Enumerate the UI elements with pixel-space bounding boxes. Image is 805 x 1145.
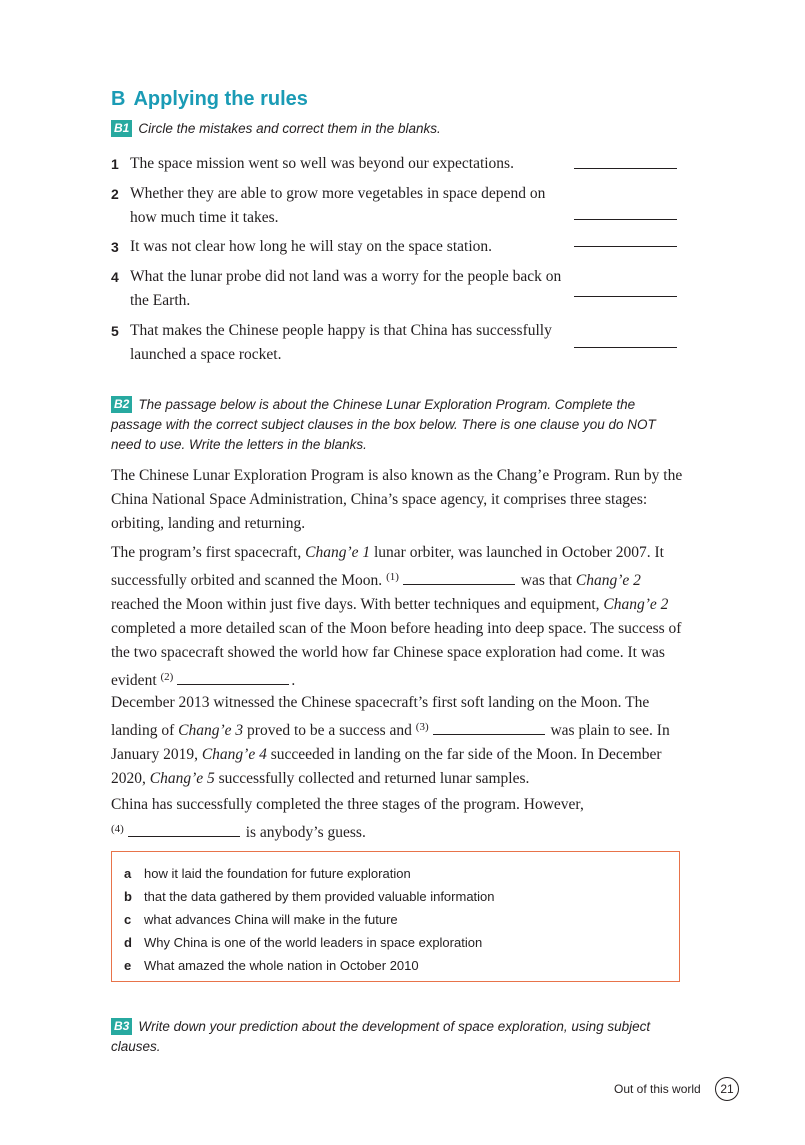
spacecraft-name: Chang’e 2 — [603, 596, 669, 613]
item-number: 5 — [111, 323, 119, 339]
clause-options-box — [111, 851, 680, 982]
text-run: proved to be a success and — [247, 722, 412, 739]
option-b — [124, 885, 679, 908]
text-run: December 2013 witnessed the Chinese spacecraft’s first soft landing on the Moon. The landing of — [111, 694, 650, 739]
blank-marker-1: (1) — [386, 571, 399, 583]
option-letter: a — [124, 866, 132, 881]
text-run: China has successfully completed the three stages of the program. However, — [111, 796, 584, 813]
option-text: that the data gathered by them provided valuable information — [144, 889, 495, 904]
item-text: Whether they are able to grow more vegetables in space depend on how much time it takes. — [130, 185, 546, 226]
option-a — [124, 862, 679, 885]
spacecraft-name: Chang’e 2 — [575, 572, 641, 589]
b3-instruction-text: Write down your prediction about the development of space exploration, using subject clauses. — [111, 1019, 651, 1054]
b2-instruction — [111, 395, 681, 455]
footer-chapter: Out of this world — [614, 1082, 701, 1096]
text-run: . — [291, 672, 296, 689]
option-c — [124, 908, 679, 931]
section-title — [111, 88, 308, 111]
b2-instruction-text: The passage below is about the Chinese Lunar Exploration Program. Complete the passage with the correct subject clauses in the box below. There is one clause you do NOT need to use. Write the letters in the blanks. — [111, 397, 656, 452]
option-letter: c — [124, 912, 132, 927]
text-run: successfully collected and returned lunar samples. — [218, 770, 530, 787]
item-text: It was not clear how long he will stay on the space station. — [130, 238, 493, 255]
passage-blank-4[interactable] — [128, 822, 240, 837]
text-run: lunar orbiter, was launched in October 2007. It successfully orbited and scanned the Moon. — [111, 544, 664, 589]
text-run: succeeded in landing on the far side of the Moon. In December 2020, — [111, 746, 662, 787]
b1-item-5 — [111, 319, 571, 367]
b1-instruction-text: Circle the mistakes and correct them in the blanks. — [138, 121, 441, 136]
text-run: reached the Moon within just five days. With better techniques and equipment, — [111, 596, 600, 613]
text-run: was that — [520, 572, 572, 589]
item-text: What the lunar probe did not land was a worry for the people back on the Earth. — [130, 268, 562, 309]
option-letter: b — [124, 889, 132, 904]
passage-paragraph-1: The Chinese Lunar Exploration Program is also known as the Chang’e Program. Run by the China National Space Administration, China’s space agency, it comprises three stages: orbiting, landing and returning. — [111, 467, 683, 532]
blank-marker-2: (2) — [160, 671, 174, 683]
answer-blank-2[interactable] — [574, 219, 677, 220]
b1-item-3 — [111, 235, 571, 259]
text-run: completed a more detailed scan of the Moon before heading into deep space. The success of the two spacecraft showed the world how far Chinese space exploration had come. It was evident — [111, 620, 682, 689]
b3-instruction — [111, 1017, 681, 1057]
b1-instruction — [111, 119, 681, 139]
b1-item-1 — [111, 152, 571, 176]
b2-badge: B2 — [111, 396, 132, 413]
b3-badge: B3 — [111, 1018, 132, 1035]
spacecraft-name: Chang’e 3 — [178, 722, 244, 739]
blank-marker-3: (3) — [415, 721, 429, 733]
b1-badge: B1 — [111, 120, 132, 137]
spacecraft-name: Chang’e 5 — [149, 770, 215, 787]
blank-marker-4: (4) — [111, 823, 124, 835]
passage-paragraph-3 — [111, 691, 686, 791]
option-text: What amazed the whole nation in October 2010 — [144, 958, 419, 973]
section-title-text: Applying the rules — [133, 88, 308, 110]
item-number: 3 — [111, 239, 119, 255]
item-text: That makes the Chinese people happy is that China has successfully launched a space rocket. — [130, 322, 552, 363]
option-text: Why China is one of the world leaders in space exploration — [144, 935, 483, 950]
item-number: 2 — [111, 186, 119, 202]
section-letter: B — [111, 88, 126, 110]
passage-blank-1[interactable] — [403, 570, 515, 585]
answer-blank-4[interactable] — [574, 296, 677, 297]
option-text: what advances China will make in the future — [144, 912, 398, 927]
answer-blank-5[interactable] — [574, 347, 677, 348]
spacecraft-name: Chang’e 4 — [201, 746, 267, 763]
option-text: how it laid the foundation for future exploration — [144, 866, 411, 881]
item-text: The space mission went so well was beyond our expectations. — [130, 155, 514, 172]
passage-blank-3[interactable] — [433, 720, 545, 735]
b1-item-2 — [111, 182, 571, 230]
option-letter: d — [124, 935, 132, 950]
passage-paragraph-2 — [111, 541, 686, 693]
text-run: The program’s first spacecraft, — [111, 544, 302, 561]
passage-blank-2[interactable] — [177, 670, 289, 685]
text-run: is anybody’s guess. — [245, 824, 366, 841]
item-number: 1 — [111, 156, 119, 172]
b1-item-4 — [111, 265, 571, 313]
page-number: 21 — [715, 1077, 739, 1101]
answer-blank-1[interactable] — [574, 168, 677, 169]
text-run: was plain to see. In January 2019, — [111, 722, 670, 763]
option-d — [124, 931, 679, 954]
option-e — [124, 954, 679, 977]
spacecraft-name: Chang’e 1 — [305, 544, 371, 561]
answer-blank-3[interactable] — [574, 246, 677, 247]
item-number: 4 — [111, 269, 119, 285]
passage-paragraph-4 — [111, 793, 686, 845]
option-letter: e — [124, 958, 132, 973]
